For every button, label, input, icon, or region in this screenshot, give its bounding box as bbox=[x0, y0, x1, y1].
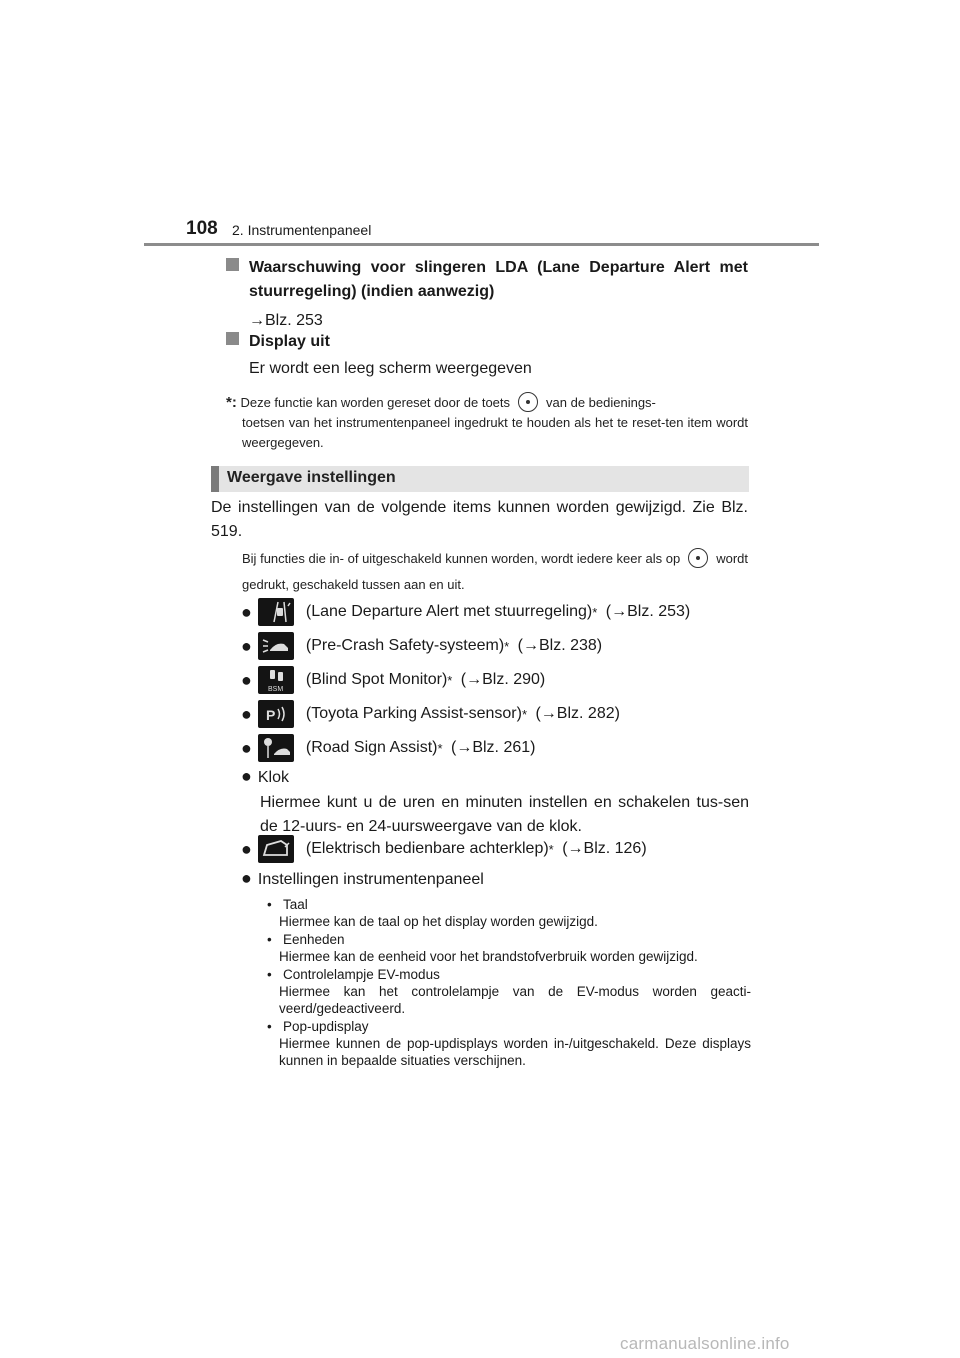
dot-bullet-icon: ● bbox=[241, 601, 252, 622]
klok-text: Hiermee kunt u de uren en minuten instellen en schakelen tus-sen de 12-uurs- en 24-uursweergave van de klok. bbox=[260, 794, 749, 835]
section-title: Weergave instellingen bbox=[227, 469, 396, 486]
square-bullet-icon bbox=[226, 332, 239, 345]
klok-item bbox=[241, 764, 749, 839]
display-off-title: Display uit bbox=[249, 333, 330, 350]
settings-list bbox=[241, 597, 751, 767]
dial-button-icon bbox=[518, 392, 538, 412]
dot-bullet-icon: ● bbox=[241, 838, 252, 859]
dot-bullet-icon: ● bbox=[241, 737, 252, 758]
header-rule bbox=[144, 243, 819, 246]
item-label: (Pre-Crash Safety-systeem) bbox=[305, 637, 505, 654]
section-note bbox=[242, 546, 748, 598]
star-mark: * bbox=[447, 672, 453, 688]
lda-warning-title: Waarschuwing voor slingeren LDA (Lane Departure Alert met stuurregeling) (indien aanwezig) bbox=[249, 259, 748, 300]
star-mark: * bbox=[504, 638, 510, 654]
instrument-subitems bbox=[241, 896, 751, 1069]
dot-bullet-icon: ● bbox=[241, 635, 252, 656]
item-ref: (→Blz. 253) bbox=[605, 603, 691, 620]
section-header bbox=[211, 466, 749, 492]
subitem-text: Hiermee kan de eenheid voor het brandstofverbruik worden gewijzigd. bbox=[279, 949, 698, 964]
lda-warning-item bbox=[226, 256, 748, 333]
subitem-text: Hiermee kunnen de pop-updisplays worden in-/uitgeschakeld. Deze displays kunnen in bepaalde situaties verschijnen. bbox=[279, 1036, 751, 1068]
subitem-title: Pop-updisplay bbox=[283, 1019, 369, 1034]
svg-text:P: P bbox=[265, 707, 276, 723]
subitem: • Controlelampje EV-modus Hiermee kan het controlelampje van de EV-modus worden geacti-veerd/gedeactiveerd. bbox=[267, 967, 751, 1016]
chapter-title: 2. Instrumentenpaneel bbox=[232, 222, 372, 238]
subitem-title: Eenheden bbox=[283, 932, 345, 947]
dot-bullet-icon: ● bbox=[241, 868, 252, 888]
item-label: (Elektrisch bedienbare achterklep) bbox=[305, 840, 549, 857]
item-ref: (→Blz. 238) bbox=[517, 637, 603, 654]
list-item bbox=[241, 665, 751, 695]
parking-assist-icon bbox=[258, 700, 294, 728]
star-mark: * bbox=[521, 706, 528, 722]
subitem-title: Controlelampje EV-modus bbox=[283, 967, 440, 982]
display-off-text: Er wordt een leeg scherm weergegeven bbox=[249, 360, 532, 377]
svg-text:BSM: BSM bbox=[267, 686, 284, 693]
list-item bbox=[241, 733, 751, 763]
list-item bbox=[241, 834, 751, 864]
subitem-text: Hiermee kan de taal op het display worden gewijzigd. bbox=[279, 914, 598, 929]
subitem: • Taal Hiermee kan de taal op het display worden gewijzigd. bbox=[267, 896, 751, 930]
page-number: 108 bbox=[186, 218, 218, 239]
footnote-before: Deze functie kan worden gereset door de toets bbox=[240, 395, 511, 410]
footnote-rest: toetsen van het instrumentenpaneel ingedrukt te houden als het te reset-ten item wordt weergegeven. bbox=[242, 415, 748, 450]
footnote-star: *: bbox=[226, 394, 237, 411]
road-sign-icon bbox=[258, 734, 294, 762]
dot-bullet-icon: ● bbox=[241, 766, 252, 786]
footnote-after: van de bedienings- bbox=[546, 395, 656, 410]
subitem-title: Taal bbox=[283, 897, 308, 912]
display-off-item bbox=[226, 330, 748, 381]
item-label: (Lane Departure Alert met stuurregeling) bbox=[305, 603, 593, 620]
footnote bbox=[226, 392, 748, 453]
section-note-before: Bij functies die in- of uitgeschakeld kunnen worden, wordt iedere keer als op bbox=[242, 551, 681, 566]
item-label: (Road Sign Assist) bbox=[305, 739, 438, 756]
lda-warning-ref: →Blz. 253 bbox=[249, 312, 323, 329]
list-item bbox=[241, 597, 751, 627]
dot-bullet-icon: ● bbox=[241, 703, 252, 724]
subitem: • Eenheden Hiermee kan de eenheid voor het brandstofverbruik worden gewijzigd. bbox=[267, 931, 751, 965]
tailgate-item bbox=[241, 834, 751, 864]
star-mark: * bbox=[437, 740, 443, 756]
subitem: • Pop-updisplay Hiermee kunnen de pop-updisplays worden in-/uitgeschakeld. Deze displays kunnen in bepaalde situaties verschijnen. bbox=[267, 1019, 751, 1068]
section-note-after: wordt gedrukt, geschakeld tussen aan en uit. bbox=[242, 551, 748, 592]
instrument-title: Instellingen instrumentenpaneel bbox=[257, 871, 484, 888]
instrument-settings-item bbox=[241, 866, 751, 1069]
pre-crash-icon bbox=[258, 632, 294, 660]
dial-button-icon bbox=[688, 548, 708, 568]
star-mark: * bbox=[592, 604, 598, 620]
list-item bbox=[241, 699, 751, 729]
star-mark: * bbox=[548, 841, 554, 857]
lane-departure-icon bbox=[258, 598, 294, 626]
item-ref: (→Blz. 261) bbox=[451, 739, 536, 756]
tailgate-icon bbox=[258, 835, 294, 863]
square-bullet-icon bbox=[226, 258, 239, 271]
item-label: (Toyota Parking Assist-sensor) bbox=[305, 705, 522, 722]
subitem-text: Hiermee kan het controlelampje van de EV-modus worden geacti-veerd/gedeactiveerd. bbox=[279, 984, 751, 1016]
watermark: carmanualsonline.info bbox=[620, 1334, 790, 1353]
item-ref: (→Blz. 282) bbox=[535, 705, 620, 722]
klok-title: Klok bbox=[257, 769, 289, 786]
dot-bullet-icon: ● bbox=[241, 669, 252, 690]
bsm-icon bbox=[258, 666, 294, 694]
section-intro: De instellingen van de volgende items kunnen worden gewijzigd. Zie Blz. 519. bbox=[211, 499, 748, 540]
item-label: (Blind Spot Monitor) bbox=[305, 671, 448, 688]
item-ref: (→Blz. 126) bbox=[562, 840, 647, 857]
list-item bbox=[241, 631, 751, 661]
item-ref: (→Blz. 290) bbox=[460, 671, 546, 688]
